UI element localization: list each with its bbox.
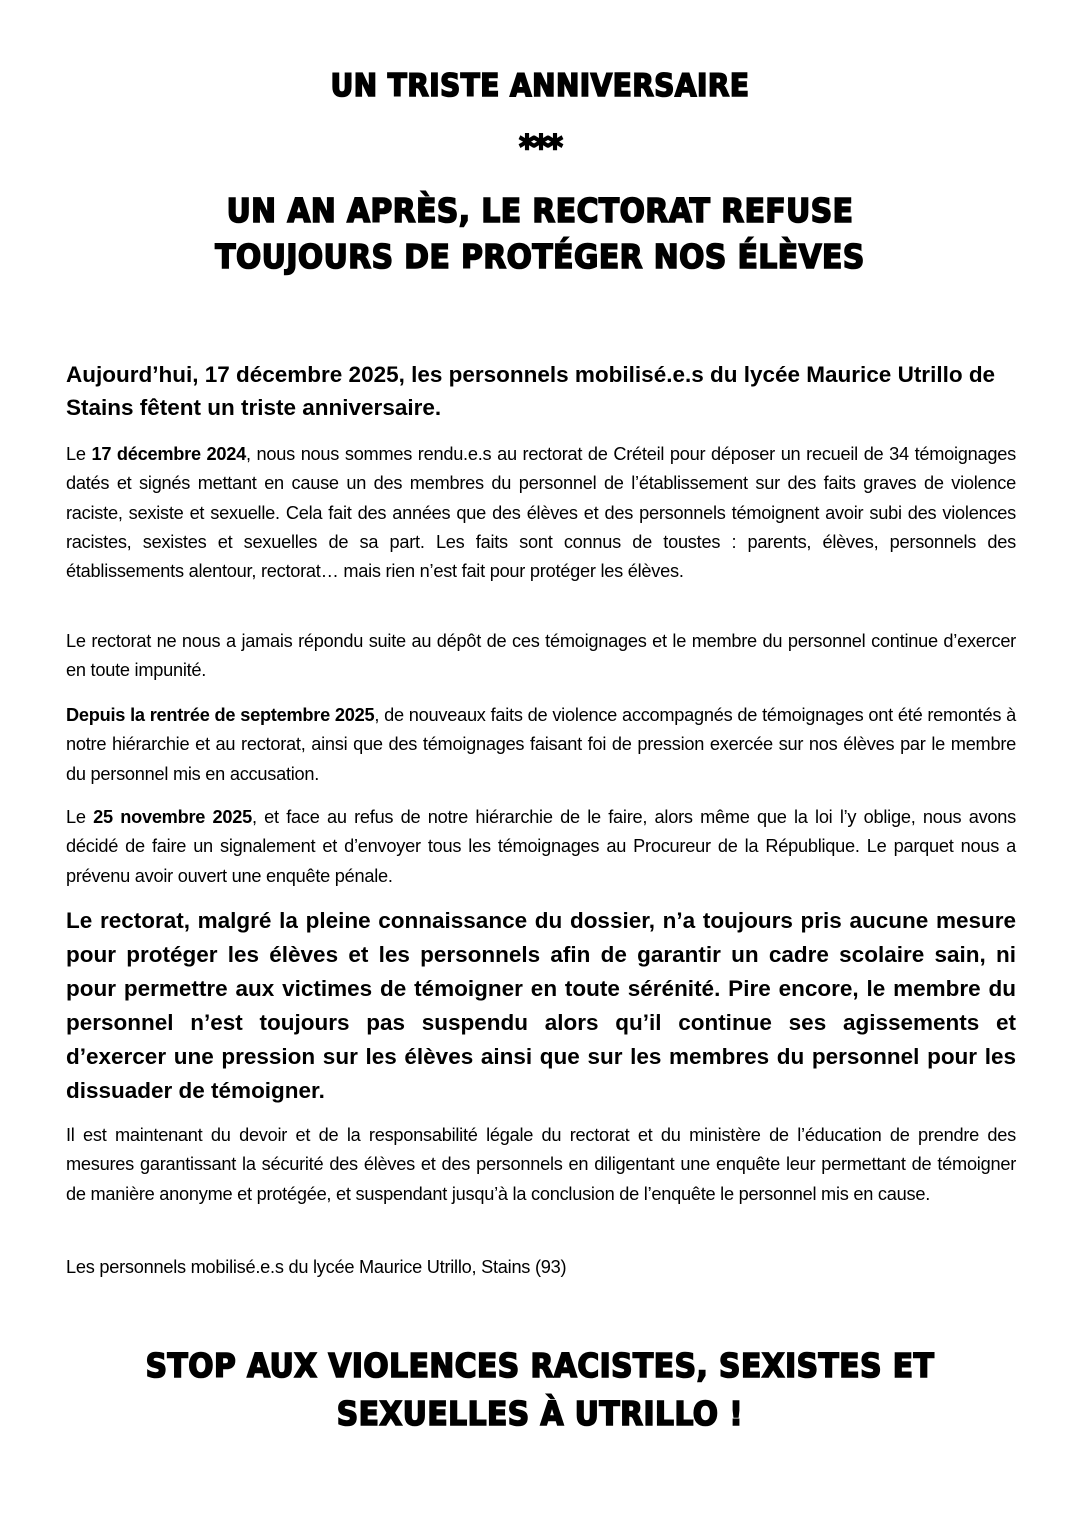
paragraph-no-response: Le rectorat ne nous a jamais répondu suite au dépôt de ces témoignages et le membre du personnel continue d’exercer en toute impunité.: [66, 631, 1016, 681]
paragraph-deposit: [66, 440, 1016, 586]
heading-text: SEXUELLES À UTRILLO !: [336, 1394, 744, 1433]
page-subtitle: [0, 188, 1080, 280]
heading-text: UN TRISTE ANNIVERSAIRE: [330, 68, 750, 104]
lead-paragraph: Aujourd’hui, 17 décembre 2025, les personnels mobilisé.e.s du lycée Maurice Utrillo de Stains fêtent un triste anniversaire.: [66, 362, 996, 420]
paragraph-new-facts: [66, 701, 1016, 789]
slogan-line-2: [0, 1390, 1080, 1438]
paragraph-prefix: Le: [66, 807, 94, 827]
heading-text: TOUJOURS DE PROTÉGER NOS ÉLÈVES: [215, 237, 865, 276]
subtitle-line-2: [0, 234, 1080, 280]
paragraph-report: [66, 803, 1016, 891]
heading-text: STOP AUX VIOLENCES RACISTES, SEXISTES ET: [145, 1346, 935, 1385]
page-title: [0, 66, 1080, 106]
footer-slogan: [0, 1342, 1080, 1438]
title-separator: ***: [519, 128, 561, 168]
date-highlight: 25 novembre 2025: [93, 807, 252, 827]
subtitle-line-1: [0, 188, 1080, 234]
paragraph-body: , et face au refus de notre hiérarchie de le faire, alors même que la loi l’y oblige, nous avons décidé de faire un signalement et d’envoyer tous les témoignages au Procureur de la République. Le parquet nous a prévenu avoir ouvert une enquête pénale.: [66, 807, 1016, 886]
paragraph-body: , de nouveaux faits de violence accompagnés de témoignages ont été remontés à notre hiérarchie et au rectorat, ainsi que des témoignages faisant foi de pression exercée sur nos élèves par le membre du personnel mis en accusation.: [66, 705, 1016, 784]
paragraph-prefix: Le: [66, 444, 92, 464]
date-highlight: 17 décembre 2024: [91, 444, 247, 464]
paragraph-demand: Il est maintenant du devoir et de la responsabilité légale du rectorat et du ministère de l’éducation de prendre des mesures garantissant la sécurité des élèves et des personnels en diligentant une enquête leur permettant de témoigner de manière anonyme et protégée, et suspendant jusqu’à la conclusion de l’enquête le personnel mis en cause.: [66, 1125, 1016, 1204]
paragraph-emphasis: Le rectorat, malgré la pleine connaissance du dossier, n’a toujours pris aucune mesure pour protéger les élèves et les personnels afin de garantir un cadre scolaire sain, ni pour permettre aux victimes de témoigner en toute sérénité. Pire encore, le membre du personnel n’est toujours pas suspendu alors qu’il continue ses agissements et d’exercer une pression sur les élèves ainsi que sur les membres du personnel pour les dissuader de témoigner.: [66, 908, 1016, 1103]
date-highlight: Depuis la rentrée de septembre 2025: [66, 705, 375, 725]
heading-text: UN AN APRÈS, LE RECTORAT REFUSE: [226, 191, 854, 230]
paragraph-body: , nous nous sommes rendu.e.s au rectorat de Créteil pour déposer un recueil de 34 témoignages datés et signés mettant en cause un des membres du personnel de l’établissement sur des faits graves de violence raciste, sexiste et sexuelle. Cela fait des années que des élèves et des personnels témoignent avoir subi des violences racistes, sexistes et sexuelles de sa part. Les faits sont connus de toustes : parents, élèves, personnels des établissements alentour, rectorat… mais rien n’est fait pour protéger les élèves.: [66, 444, 1016, 582]
signature: Les personnels mobilisé.e.s du lycée Maurice Utrillo, Stains (93): [66, 1257, 567, 1277]
slogan-line-1: [0, 1342, 1080, 1390]
